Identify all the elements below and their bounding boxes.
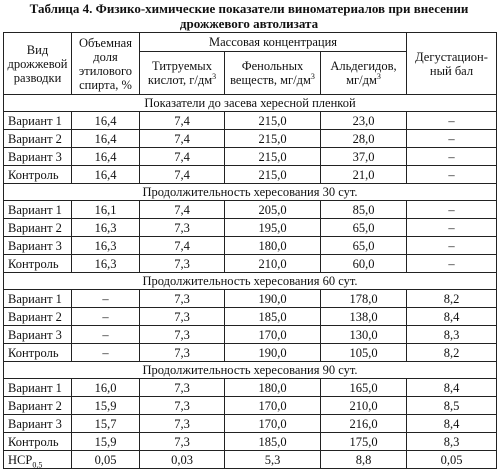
- table-cell: 8,3: [407, 326, 497, 344]
- table-cell: 7,3: [140, 415, 225, 433]
- table-cell: 138,0: [321, 308, 407, 326]
- table-row: [4, 397, 497, 415]
- table-cell: 8,4: [407, 379, 497, 397]
- table-cell: 16,1: [72, 201, 140, 219]
- row-label: Контроль: [4, 344, 72, 362]
- row-label: Контроль: [4, 255, 72, 273]
- lsd-label: $НСР_{0,5}$: [4, 451, 72, 469]
- table-cell: 7,4: [140, 148, 225, 166]
- lsd-value: 0,05: [72, 451, 140, 469]
- table-cell: 7,3: [140, 308, 225, 326]
- header-phenols: Фенольных веществ, $мг/дм^3$: [225, 52, 321, 95]
- table-row: [4, 130, 497, 148]
- table-cell: 7,3: [140, 326, 225, 344]
- row-label: Вариант 3: [4, 415, 72, 433]
- table-cell: 16,3: [72, 219, 140, 237]
- table-cell: 16,3: [72, 237, 140, 255]
- row-label: Вариант 1: [4, 112, 72, 130]
- table-cell: 8,3: [407, 433, 497, 451]
- section-title: Продолжительность хересования 30 сут.: [4, 184, 497, 201]
- row-label: Контроль: [4, 433, 72, 451]
- table-cell: 216,0: [321, 415, 407, 433]
- table-cell: 190,0: [225, 344, 321, 362]
- table-cell: –: [407, 237, 497, 255]
- table-row: [4, 148, 497, 166]
- table-cell: 170,0: [225, 326, 321, 344]
- table-row: [4, 415, 497, 433]
- lsd-value: 0,03: [140, 451, 225, 469]
- table-cell: 190,0: [225, 290, 321, 308]
- row-label: Вариант 1: [4, 379, 72, 397]
- table-cell: 16,4: [72, 112, 140, 130]
- table-row: [4, 308, 497, 326]
- header-tasting-score: Дегустацион-ный бал: [407, 33, 497, 95]
- lsd-value: 8,8: [321, 451, 407, 469]
- table-row: [4, 344, 497, 362]
- table-cell: 7,4: [140, 201, 225, 219]
- table-cell: 178,0: [321, 290, 407, 308]
- table-caption: [0, 0, 498, 32]
- row-label: Вариант 2: [4, 130, 72, 148]
- table-cell: 105,0: [321, 344, 407, 362]
- table-cell: 23,0: [321, 112, 407, 130]
- table-row: [4, 290, 497, 308]
- table-cell: 205,0: [225, 201, 321, 219]
- table-cell: 7,3: [140, 344, 225, 362]
- header-alcohol: Объемная доля этилового спирта, %: [72, 33, 140, 95]
- table-cell: –: [407, 201, 497, 219]
- table-cell: 16,4: [72, 130, 140, 148]
- table-row: [4, 326, 497, 344]
- table-cell: 185,0: [225, 433, 321, 451]
- table-cell: 8,4: [407, 415, 497, 433]
- table-cell: 65,0: [321, 237, 407, 255]
- table-cell: –: [407, 166, 497, 184]
- table-cell: –: [72, 290, 140, 308]
- table-row: [4, 219, 497, 237]
- table-row: [4, 201, 497, 219]
- table-cell: 210,0: [225, 255, 321, 273]
- header-aldehydes: Альдегидов, $мг/дм^3$: [321, 52, 407, 95]
- table-row: [4, 433, 497, 451]
- row-label: Вариант 3: [4, 148, 72, 166]
- table-cell: 210,0: [321, 397, 407, 415]
- table-cell: 65,0: [321, 219, 407, 237]
- table-cell: 7,3: [140, 255, 225, 273]
- table-cell: 16,3: [72, 255, 140, 273]
- table-cell: –: [72, 344, 140, 362]
- table-cell: 16,4: [72, 166, 140, 184]
- table-cell: 185,0: [225, 308, 321, 326]
- table-cell: 7,4: [140, 237, 225, 255]
- table-cell: 15,7: [72, 415, 140, 433]
- row-label: Вариант 1: [4, 290, 72, 308]
- table-cell: 7,3: [140, 433, 225, 451]
- header-mass-concentration: Массовая концентрация: [140, 33, 407, 52]
- table-cell: 8,2: [407, 344, 497, 362]
- lsd-value: 0,05: [407, 451, 497, 469]
- table-cell: 215,0: [225, 112, 321, 130]
- table-cell: 180,0: [225, 379, 321, 397]
- table-row: [4, 237, 497, 255]
- row-label: Вариант 2: [4, 308, 72, 326]
- table-cell: –: [407, 148, 497, 166]
- table-cell: 7,3: [140, 397, 225, 415]
- table-cell: 21,0: [321, 166, 407, 184]
- section-title: Продолжительность хересования 60 сут.: [4, 273, 497, 290]
- row-label: Вариант 3: [4, 326, 72, 344]
- table-cell: –: [72, 326, 140, 344]
- table-cell: 16,4: [72, 148, 140, 166]
- table-cell: 7,4: [140, 112, 225, 130]
- table-cell: 215,0: [225, 166, 321, 184]
- table-cell: 28,0: [321, 130, 407, 148]
- row-label: Вариант 3: [4, 237, 72, 255]
- table-cell: 37,0: [321, 148, 407, 166]
- table-cell: 85,0: [321, 201, 407, 219]
- table-body: [4, 95, 497, 469]
- header-acids: Титруемых кислот, $г/дм^3$: [140, 52, 225, 95]
- table-cell: 15,9: [72, 433, 140, 451]
- row-label: Вариант 2: [4, 219, 72, 237]
- caption-line-1: Таблица 4. Физико-химические показатели виноматериалов при внесении: [29, 1, 469, 16]
- table-row: [4, 112, 497, 130]
- table-cell: –: [407, 255, 497, 273]
- table-cell: 175,0: [321, 433, 407, 451]
- table-cell: 7,3: [140, 290, 225, 308]
- table-cell: 7,4: [140, 166, 225, 184]
- section-title: Показатели до засева хересной пленкой: [4, 95, 497, 112]
- lsd-row: [4, 451, 497, 469]
- table-cell: 7,4: [140, 130, 225, 148]
- table-cell: –: [407, 130, 497, 148]
- table-cell: –: [407, 112, 497, 130]
- row-label: Контроль: [4, 166, 72, 184]
- caption-line-2: дрожжевого автолизата: [179, 16, 319, 31]
- table-row: [4, 379, 497, 397]
- table-cell: 8,2: [407, 290, 497, 308]
- table-cell: –: [407, 219, 497, 237]
- table-cell: 7,3: [140, 379, 225, 397]
- table-cell: 15,9: [72, 397, 140, 415]
- table-cell: 195,0: [225, 219, 321, 237]
- row-label: Вариант 2: [4, 397, 72, 415]
- table-cell: 215,0: [225, 130, 321, 148]
- lsd-value: 5,3: [225, 451, 321, 469]
- table-cell: 170,0: [225, 415, 321, 433]
- table-cell: 16,0: [72, 379, 140, 397]
- header-variant: Вид дрожжевой разводки: [4, 33, 72, 95]
- physicochemical-table: [3, 32, 497, 469]
- table-cell: 180,0: [225, 237, 321, 255]
- table-cell: 215,0: [225, 148, 321, 166]
- table-cell: 7,3: [140, 219, 225, 237]
- table-cell: 8,5: [407, 397, 497, 415]
- table-cell: 60,0: [321, 255, 407, 273]
- table-cell: 8,4: [407, 308, 497, 326]
- table-cell: 165,0: [321, 379, 407, 397]
- table-cell: –: [72, 308, 140, 326]
- table-row: [4, 166, 497, 184]
- section-title: Продолжительность хересования 90 сут.: [4, 362, 497, 379]
- table-cell: 130,0: [321, 326, 407, 344]
- table-cell: 170,0: [225, 397, 321, 415]
- row-label: Вариант 1: [4, 201, 72, 219]
- table-row: [4, 255, 497, 273]
